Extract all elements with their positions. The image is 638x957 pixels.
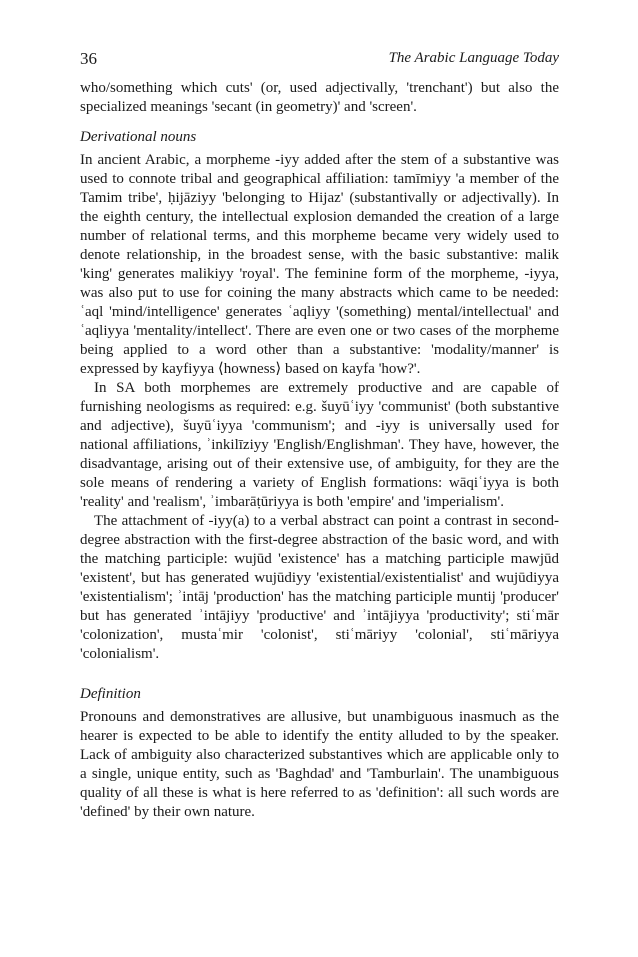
continuation-text bbox=[80, 79, 559, 117]
running-head bbox=[80, 49, 559, 71]
section-heading-derivational-nouns: Derivational nouns bbox=[80, 129, 197, 145]
page-number: 36 bbox=[80, 49, 97, 68]
paragraph: In SA both morphemes are extremely productive and are capable of furnishing neologisms as required: e.g. šuyūʿiyy 'communist' (both substantive and adjective), šuyūʿiyya 'communism'; and -iyy is universally used for national affiliations, ʾinkilīziyy 'English/Englishman'. They have, however, the disadvantage, arising out of their extensive use, of ambiguity, for they are the sole means of rendering a variety of English formations: wāqiʿiyya is both 'reality' and 'realism', ʾimbarāṭūriyya is both 'empire' and 'imperialism'. bbox=[80, 380, 559, 510]
definition-body bbox=[80, 708, 559, 822]
section-heading-definition: Definition bbox=[80, 686, 141, 702]
paragraph: The attachment of -iyy(a) to a verbal abstract can point a contrast in second-degree abstraction with the first-degree abstraction of the basic word, and with the matching participle: wujūd 'existence' has a matching participle mawjūd 'existent', but has generated wujūdiyy 'existential/existentialist' and wujūdiyya 'existentialism'; ʾintāj 'production' has the matching participle muntij 'producer' but has generated ʾintājiyy 'productive' and ʾintājiyya 'productivity'; stiʿmār 'colonization', mustaʿmir 'colonist', stiʿmāriyy 'colonial', stiʿmāriyya 'colonialism'. bbox=[80, 513, 559, 662]
paragraph: In ancient Arabic, a morpheme -iyy added after the stem of a substantive was used to connote tribal and geographical affiliation: tamīmiyy 'a member of the Tamim tribe', ḥijāziyy 'belonging to Hijaz' (substantivally or adjectivally). In the eighth century, the intellectual explosion demanded the creation of a large number of relational terms, and this morpheme became very widely used to denote relationship, in the broadest sense, with the basic substantive: malik 'king' generates malikiyy 'royal'. The feminine form of the morpheme, -iyya, was also put to use for coining the many abstracts which came to be needed: ʿaql 'mind/intelligence' generates ʿaqliyy '(something) mental/intellectual' and ʿaqliyya 'mentality/intellect'. There are even one or two cases of the morpheme being applied to a word other than a substantive: 'modality/manner' is expressed by kayfiyya ⟨howness⟩ based on kayfa 'how?'. bbox=[80, 152, 559, 377]
derivational-nouns-body bbox=[80, 151, 559, 664]
paragraph: Pronouns and demonstratives are allusive, but unambiguous inasmuch as the hearer is expected to be able to identify the entity alluded to by the speaker. Lack of ambiguity also characterized substantives which are applicable only to a single, unique entity, such as 'Baghdad' and 'Tamburlain'. The unambiguous quality of all these is what is here referred to as 'definition': all such words are 'defined' by their own nature. bbox=[80, 709, 559, 820]
running-title: The Arabic Language Today bbox=[388, 50, 559, 66]
paragraph: who/something which cuts' (or, used adjectivally, 'trenchant') but also the specialized meanings 'secant (in geometry)' and 'screen'. bbox=[80, 80, 559, 115]
